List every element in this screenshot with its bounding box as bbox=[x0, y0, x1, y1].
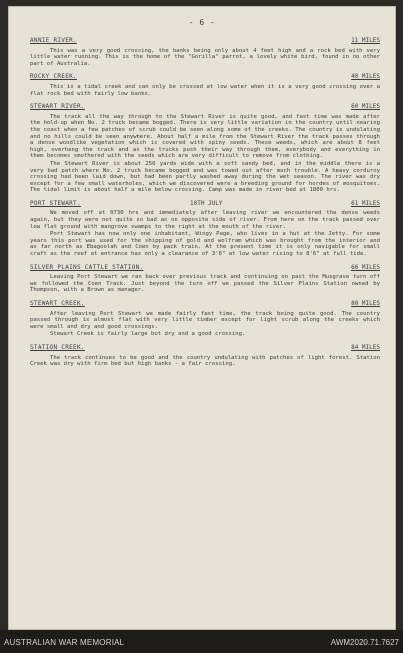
section-heading bbox=[30, 265, 380, 272]
section-heading bbox=[30, 74, 380, 81]
document-page bbox=[8, 6, 396, 630]
section-paragraph: We moved off at 0730 hrs and immediately after leaving river we encountered the dense weeds again, but they were not quite so bad as on opposite side of river. From here on the track passed over low flat ground with mangrove swamps to the right at the mouth of the river. bbox=[30, 210, 380, 230]
section-paragraph: The track all the way through to the Stewart River is quite good, and fast time was made after the hold-up when No. 2 truck became bogged. There is very little variation in the country until nearing the coast when a few patches of scrub could be seen along some of the creeks. The country is undulating and no hills could be seen anywhere. About half a mile from the Stewart River the track passes through a dense woodlike vegetation which is covered with spiny seeds. These weeds, which are about 8 feet high, overhang the track and as the trucks push their way through them, everybody and everything in them becomes smothered with the seeds which are very difficult to remove from clothing. bbox=[30, 113, 380, 160]
section bbox=[30, 345, 380, 368]
section-miles: 84 MILES bbox=[351, 343, 380, 351]
section-miles: 80 MILES bbox=[351, 300, 380, 307]
section-paragraph: After leaving Port Stewart we made fairly fast time, the track being quite good. The country passed through is almost flat with very little timber except for light scrub along the creeks which were small and dry and good crossings. bbox=[30, 310, 380, 330]
section-paragraph: The Stewart River is about 250 yards wide with a soft sandy bed, and in the middle there is a very bad patch where No. 2 truck became bogged and was towed out after much trouble. A heavy corduroy crossing had been laid down, but had been partly washed away during the wet season. The river was dry except for a few small waterholes, which we discovered were a breeding ground for hordes of mosquitoes. The tidal limit is about half a mile below crossing. Camp was made in river bed at 1800 hrs. bbox=[30, 160, 380, 194]
section-title: ROCKY CREEK. bbox=[30, 73, 77, 81]
section-heading bbox=[30, 38, 380, 45]
section-title: STEWART RIVER. bbox=[30, 103, 85, 111]
section-title: STEWART CREEK. bbox=[30, 300, 85, 307]
section-miles: 40 MILES bbox=[351, 73, 380, 81]
section-date: 10TH JULY bbox=[190, 199, 223, 207]
section bbox=[30, 301, 380, 338]
section-title: SILVER PLAINS CATTLE STATION. bbox=[30, 263, 144, 271]
section-heading bbox=[30, 301, 380, 308]
section-title: STATION CREEK. bbox=[30, 343, 85, 351]
section-paragraph: Port Stewart has now only one inhabitant, Wingy Page, who lives in a hut at the Jetty. For some years this port was used for the shipping of gold and wolfram which was brought from the interior and as far north as Ebagoolah and Coen by pack train. At the present time it is only navigable for small craft as the reef at entrance has only a clearance of 3'6" at low water rising to 8'6" at full tide. bbox=[30, 231, 380, 258]
section-heading bbox=[30, 201, 380, 208]
section bbox=[30, 201, 380, 258]
footer-accession-number: AWM2020.71.7627 bbox=[330, 638, 399, 647]
section-heading bbox=[30, 104, 380, 111]
footer-bar bbox=[0, 630, 403, 653]
section-miles: 60 MILES bbox=[351, 103, 380, 111]
page-number: - 6 - bbox=[188, 18, 216, 27]
section-paragraph: This is a tidal creek and can only be crossed at low water when it is a very good crossing over a flat rock bed with fairly low banks. bbox=[30, 83, 380, 97]
section-paragraph: Stewart Creek is fairly large but dry and a good crossing. bbox=[50, 331, 246, 338]
section-title: PORT STEWART. bbox=[30, 199, 81, 207]
section-paragraph: This was a very good crossing, the banks being only about 4 feet high and a rock bed with very little water running. This is the home of the "Gorilla" parrot, a lovely white bird, found in no other part of Australia. bbox=[30, 47, 380, 67]
section bbox=[30, 104, 380, 194]
section-paragraph: Leaving Port Stewart we ran back over previous track and continuing on past the Musgrave turn off we followed the Coen Track. Just beyond the turn off we passed the Silver Plains Station owned by Thompson, with a Brown as manager. bbox=[30, 274, 380, 294]
section-paragraph: The track continues to be good and the country undulating with patches of light forest. Station Creek was dry with firm bed but high banks - a fair crossing. bbox=[30, 354, 380, 368]
section-miles: 66 MILES bbox=[351, 263, 380, 271]
section-title: ANNIE RIVER. bbox=[30, 37, 77, 44]
footer-credit: AUSTRALIAN WAR MEMORIAL bbox=[4, 638, 125, 647]
section-miles: 61 MILES bbox=[351, 199, 380, 207]
section-heading bbox=[30, 345, 380, 352]
section bbox=[30, 38, 380, 67]
section-miles: 11 MILES bbox=[351, 37, 380, 44]
document-body bbox=[30, 38, 380, 375]
section bbox=[30, 265, 380, 294]
section bbox=[30, 74, 380, 97]
